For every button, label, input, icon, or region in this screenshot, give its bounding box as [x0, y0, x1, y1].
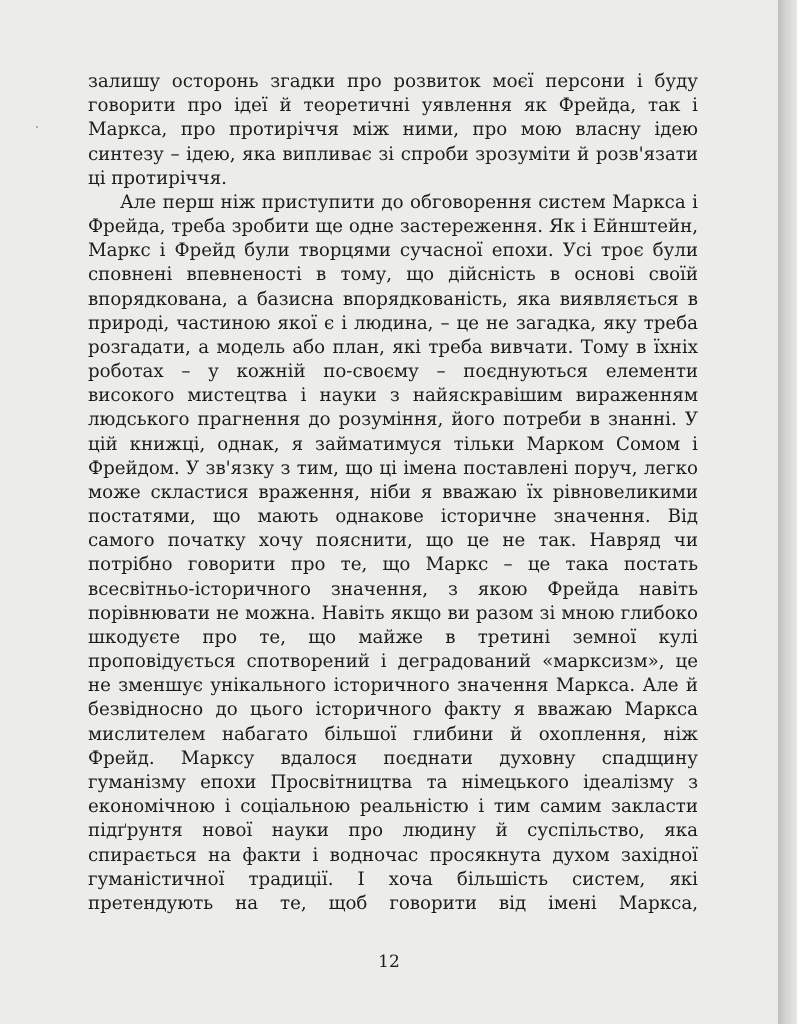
text-line: високого мистецтва і науки з найяскравішим вираженням [88, 385, 698, 407]
text-line: Фрейда, треба зробити ще одне застереження. Як і Ейнштейн, [88, 216, 698, 238]
text-line: природі, частиною якої є і людина, – це не загадка, яку треба [88, 312, 698, 334]
text-line: синтезу – ідею, яка випливає зі спроби зрозуміти й розв'язати [88, 143, 698, 165]
text-line: підґрунтя нової науки про людину й суспільство, яка [88, 820, 698, 842]
text-line: Маркса, про протиріччя між ними, про мою власну ідею [88, 119, 698, 141]
text-line: роботах – у кожній по-своєму – поєднуються елементи [88, 361, 698, 383]
text-line: проповідується спотворений і деградований «марксизм», це [88, 651, 698, 673]
text-line: сповнені впевненості в тому, що дійсність в основі своїй [88, 264, 698, 286]
page-edge [778, 0, 797, 1024]
page-speck [36, 126, 38, 128]
body-text [88, 70, 698, 916]
text-line: постатями, що мають однакове історичне значення. Від [88, 506, 698, 528]
text-line: безвідносно до цього історичного факту я вважаю Маркса [88, 699, 698, 721]
text-line: претендують на те, щоб говорити від імені Маркса, [88, 892, 698, 914]
text-line: Маркс і Фрейд були творцями сучасної епохи. Усі троє були [88, 240, 698, 262]
text-line: залишу осторонь згадки про розвиток моєї персони і буду [88, 71, 698, 92]
text-line: Фрейдом. У зв'язку з тим, що ці імена поставлені поруч, легко [88, 457, 698, 479]
text-line: може скластися враження, ніби я вважаю їх рівновеликими [88, 481, 698, 503]
text-line: мислителем набагато більшої глибини й охоплення, ніж [88, 723, 698, 745]
text-line: всесвітньо-історичного значення, з якою Фрейда навіть [88, 578, 698, 600]
text-line: економічною і соціальною реальністю і тим самим закласти [88, 796, 698, 818]
text-line: потрібно говорити про те, що Маркс – це така постать [88, 554, 698, 576]
text-line: не зменшує унікального історичного значення Маркса. Але й [88, 675, 698, 697]
text-line: розгадати, а модель або план, які треба вивчати. Тому в їхніх [88, 336, 698, 358]
page-number: 12 [378, 952, 400, 972]
text-line: гуманізму епохи Просвітництва та німецького ідеалізму з [88, 771, 698, 793]
text-line: самого початку хочу пояснити, що це не так. Навряд чи [88, 530, 698, 552]
text-line: порівнювати не можна. Навіть якщо ви разом зі мною глибоко [88, 602, 698, 624]
text-line: впорядкована, а базисна впорядкованість, яка виявляється в [88, 288, 698, 310]
text-line: Але перш ніж приступити до обговорення систем Маркса і [120, 191, 698, 213]
text-line: говорити про ідеї й теоретичні уявлення як Фрейда, так і [88, 95, 698, 117]
text-line: спирається на факти і водночас просякнута духом західної [88, 844, 698, 866]
text-line: ці протиріччя. [88, 167, 227, 189]
text-line: гуманістичної традиції. І хоча більшість систем, які [88, 868, 698, 890]
text-line: шкодуєте про те, що майже в третині земної кулі [88, 626, 698, 648]
text-line: Фрейд. Марксу вдалося поєднати духовну спадщину [88, 747, 698, 769]
text-line: цій книжці, однак, я займатимуся тільки Марком Сомом і [88, 433, 698, 455]
text-line: людського прагнення до розуміння, його потреби в знанні. У [88, 409, 698, 431]
